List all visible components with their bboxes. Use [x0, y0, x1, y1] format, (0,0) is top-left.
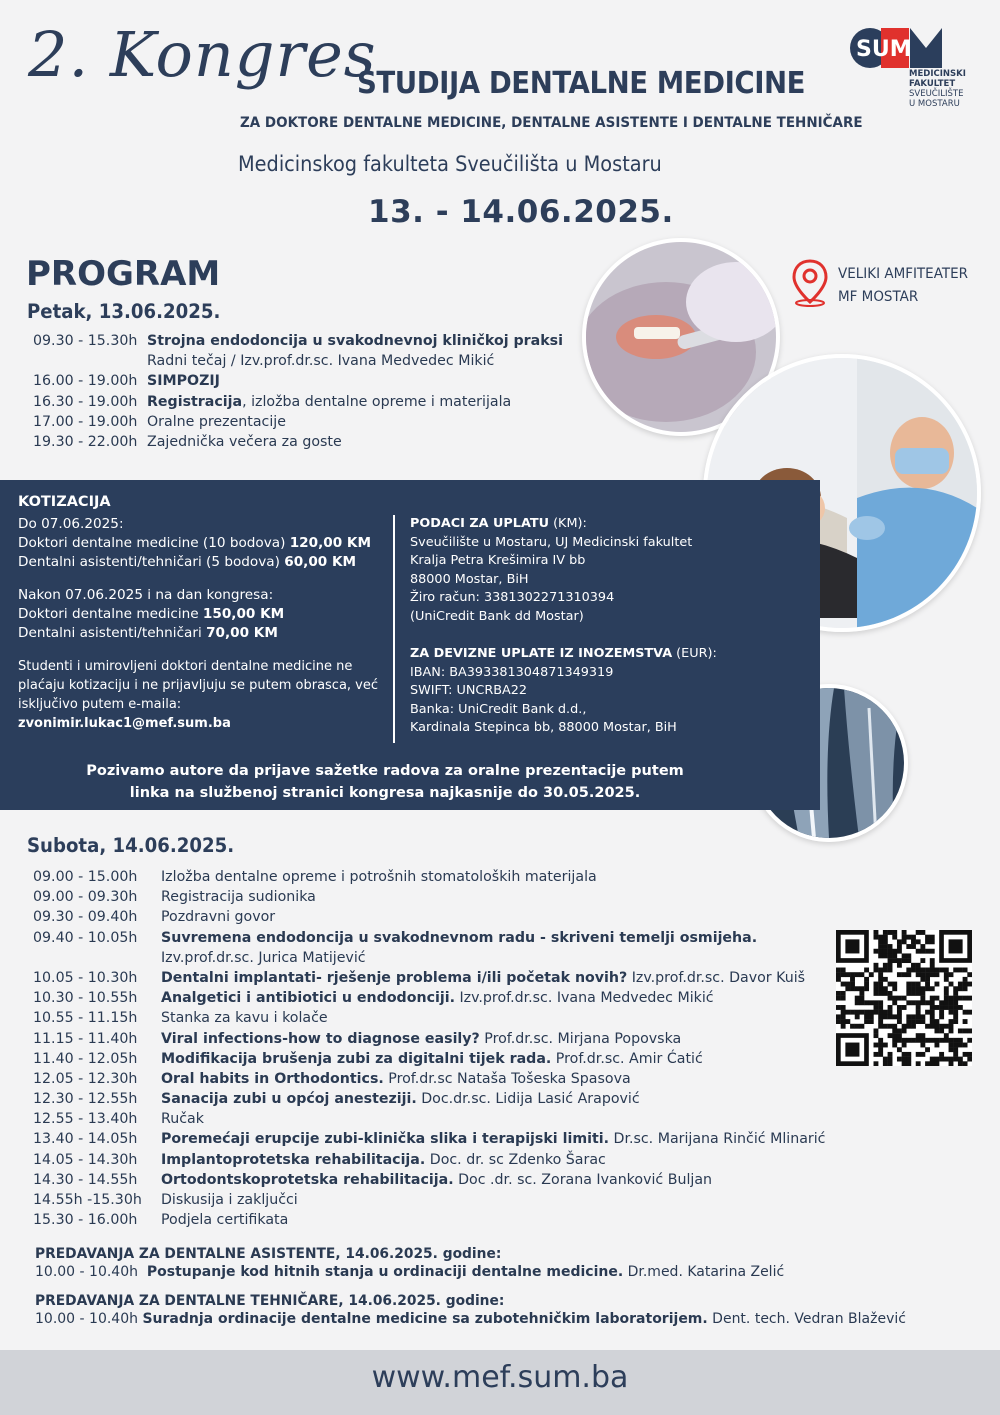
- saturday-row: [33, 1109, 825, 1129]
- schedule-title: Registracija: [147, 393, 243, 410]
- schedule-detail: Zajednička večera za goste: [147, 433, 342, 450]
- saturday-row: [33, 907, 825, 927]
- friday-row: [33, 432, 563, 452]
- schedule-detail: Radni tečaj / Izv.prof.dr.sc. Ivana Medvedec Mikić: [147, 353, 495, 370]
- saturday-row: [33, 1008, 825, 1028]
- saturday-heading: Subota, 14.06.2025.: [27, 834, 235, 857]
- saturday-row: [33, 1049, 825, 1069]
- schedule-title: Dentalni implantati- rješenje problema i/ili početak novih?: [161, 969, 628, 986]
- saturday-row: [33, 867, 825, 887]
- assistants-lecture: PREDAVANJA ZA DENTALNE ASISTENTE, 14.06.2025. godine: 10.00 - 10.40h Postupanje kod hitnih stanja u ordinaciji dentalne medicine. Dr.med. Katarina Zelić: [35, 1246, 785, 1280]
- friday-row: [33, 412, 563, 432]
- schedule-title: Poremećaji erupcije zubi-klinička slika i terapijski limiti.: [161, 1131, 610, 1148]
- saturday-row: [33, 1089, 825, 1109]
- friday-row: [33, 351, 563, 371]
- schedule-detail: Doc .dr. sc. Zorana Ivanković Buljan: [453, 1171, 713, 1188]
- saturday-schedule: [33, 867, 825, 1230]
- schedule-time: 14.55h -15.30h: [33, 1192, 142, 1208]
- schedule-time: 19.30 - 22.00h: [33, 433, 138, 450]
- schedule-title: SIMPOZIJ: [147, 373, 220, 390]
- saturday-row: [33, 1170, 825, 1190]
- saturday-row: [33, 1190, 825, 1210]
- abstract-call: Pozivamo autore da prijave sažetke radova za oralne prezentacije putem linka na službenoj stranici kongresa najkasnije do 30.05.2025.: [86, 763, 684, 801]
- saturday-row: [33, 1029, 825, 1049]
- schedule-title: Modifikacija brušenja zubi za digitalni tijek rada.: [161, 1050, 552, 1067]
- saturday-row: [33, 928, 825, 948]
- schedule-time: 12.05 - 12.30h: [33, 1070, 138, 1087]
- program-heading: PROGRAM: [26, 254, 221, 294]
- friday-row: [33, 371, 563, 391]
- kotizacija-heading: KOTIZACIJA: [18, 494, 111, 510]
- logo-letters: SUM: [856, 37, 912, 62]
- saturday-row: [33, 948, 825, 968]
- schedule-detail: Registracija sudionika: [161, 889, 316, 906]
- registration-fees: KOTIZACIJA Do 07.06.2025: Doktori dentalne medicine (10 bodova) 120,00 KM Dentalni asistenti/tehničari (5 bodova) 60,00 KM Nakon 07.06.2025 i na dan kongresa: Doktori dentalne medicine 150,00 KM Dentalni asistenti/tehničari 70,00 KM Studenti i umirovljeni doktori dentalne medicine ne plaćaju kotizaciju i ne prijavljuju se putem obrasca, već isključivo putem e-maila: zvonimir.lukac1@mef.sum.ba: [18, 494, 379, 731]
- schedule-time: 09.30 - 09.40h: [33, 909, 138, 926]
- schedule-detail: Podjela certifikata: [161, 1212, 289, 1229]
- schedule-time: 13.40 - 14.05h: [33, 1131, 138, 1148]
- schedule-time: 11.40 - 12.05h: [33, 1050, 138, 1067]
- schedule-time: 16.00 - 19.00h: [33, 373, 138, 390]
- schedule-title: Strojna endodoncija u svakodnevnoj kliničkoj praksi: [147, 333, 563, 349]
- saturday-row: [33, 1129, 825, 1149]
- schedule-detail: Prof.dr.sc. Mirjana Popovska: [479, 1030, 682, 1047]
- faculty-name: Medicinskog fakulteta Sveučilišta u Mostaru: [238, 152, 662, 176]
- schedule-detail: Izv.prof.dr.sc. Ivana Medvedec Mikić: [454, 990, 714, 1007]
- congress-title: STUDIJA DENTALNE MEDICINE: [357, 66, 806, 101]
- congress-subtitle: ZA DOKTORE DENTALNE MEDICINE, DENTALNE ASISTENTE I DENTALNE TEHNIČARE: [240, 115, 863, 131]
- schedule-time: 10.30 - 10.55h: [33, 990, 138, 1007]
- registration-email-link[interactable]: zvonimir.lukac1@mef.sum.ba: [18, 716, 231, 731]
- venue: VELIKI AMFITEATER MF MOSTAR: [838, 266, 969, 305]
- congress-dates: 13. - 14.06.2025.: [368, 194, 674, 230]
- schedule-time: [33, 351, 147, 371]
- technicians-lecture: PREDAVANJA ZA DENTALNE TEHNIČARE, 14.06.2025. godine: 10.00 - 10.40h Suradnja ordinacije dentalne medicine sa zubotehničkim laboratorijem. Dent. tech. Vedran Blažević: [35, 1293, 906, 1327]
- schedule-time: 11.15 - 11.40h: [33, 1030, 138, 1047]
- friday-schedule: [33, 331, 563, 452]
- schedule-time: 10.05 - 10.30h: [33, 969, 138, 986]
- schedule-detail: Pozdravni govor: [161, 909, 276, 926]
- schedule-detail: Prof.dr.sc Nataša Tošeska Spasova: [383, 1070, 631, 1087]
- schedule-time: [33, 948, 161, 968]
- schedule-time: 14.30 - 14.55h: [33, 1171, 138, 1188]
- schedule-detail: Doc.dr.sc. Lidija Lasić Arapović: [416, 1091, 640, 1108]
- schedule-time: 10.55 - 11.15h: [33, 1010, 138, 1027]
- schedule-detail: Diskusija i zaključci: [161, 1192, 298, 1208]
- saturday-row: [33, 1150, 825, 1170]
- panel-divider: [393, 515, 395, 743]
- qr-code[interactable]: [836, 930, 972, 1066]
- schedule-time: 12.55 - 13.40h: [33, 1111, 138, 1128]
- saturday-row: [33, 1210, 825, 1230]
- friday-row: [33, 331, 563, 351]
- schedule-title: Viral infections-how to diagnose easily?: [161, 1030, 480, 1047]
- congress-script-title: 2. Kongres: [28, 18, 377, 91]
- schedule-detail: Izložba dentalne opreme i potrošnih stomatoloških materijala: [161, 869, 597, 885]
- schedule-time: 14.05 - 14.30h: [33, 1151, 138, 1168]
- schedule-detail: Stanka za kavu i kolače: [161, 1010, 328, 1027]
- schedule-detail: Oralne prezentacije: [147, 413, 286, 430]
- logo-caption: MEDICINSKI FAKULTET SVEUČILIŠTE U MOSTARU: [909, 69, 966, 109]
- schedule-time: 17.00 - 19.00h: [33, 413, 138, 430]
- schedule-title: Suvremena endodoncija u svakodnevnom radu - skriveni temelji osmijeha.: [161, 929, 758, 946]
- schedule-detail: Ručak: [161, 1111, 204, 1128]
- schedule-title: Ortodontskoprotetska rehabilitacija.: [161, 1171, 454, 1188]
- saturday-row: [33, 968, 825, 988]
- schedule-title: Sanacija zubi u općoj anesteziji.: [161, 1091, 417, 1108]
- schedule-time: 12.30 - 12.55h: [33, 1091, 138, 1108]
- schedule-time: 15.30 - 16.00h: [33, 1212, 138, 1229]
- location-pin-icon: [790, 258, 830, 312]
- schedule-title: Implantoprotetska rehabilitacija.: [161, 1151, 426, 1168]
- saturday-row: [33, 887, 825, 907]
- payment-details: PODACI ZA UPLATU (KM): Sveučilište u Mostaru, UJ Medicinski fakultet Kralja Petra Krešimira IV bb 88000 Mostar, BiH Žiro račun: 3381302271310394 (UniCredit Bank dd Mostar) ZA DEVIZNE UPLATE IZ INOZEMSTVA (EUR): IBAN: BA393381304871349319 SWIFT: UNCRBA22 Banka: UniCredit Bank d.d., Kardinala Stepinca bb, 88000 Mostar, BiH: [410, 516, 717, 735]
- friday-heading: Petak, 13.06.2025.: [27, 300, 221, 323]
- schedule-detail: Dr.sc. Marijana Rinčić Mlinarić: [609, 1131, 826, 1148]
- schedule-detail: Izv.prof.dr.sc. Davor Kuiš: [627, 969, 806, 986]
- schedule-time: 09.00 - 09.30h: [33, 889, 138, 906]
- saturday-row: [33, 988, 825, 1008]
- schedule-time: 16.30 - 19.00h: [33, 393, 138, 410]
- schedule-title: Analgetici i antibiotici u endodonciji.: [161, 990, 455, 1007]
- schedule-detail: Doc. dr. sc Zdenko Šarac: [425, 1151, 606, 1168]
- schedule-time: 09.30 - 15.30h: [33, 333, 138, 349]
- schedule-detail: , izložba dentalne opreme i materijala: [242, 393, 512, 410]
- website-link[interactable]: www.mef.sum.ba: [371, 1360, 629, 1395]
- schedule-detail: Izv.prof.dr.sc. Jurica Matijević: [161, 949, 366, 966]
- sum-logo: [848, 26, 954, 74]
- friday-row: [33, 392, 563, 412]
- schedule-title: Oral habits in Orthodontics.: [161, 1070, 384, 1087]
- saturday-row: [33, 1069, 825, 1089]
- schedule-time: 09.40 - 10.05h: [33, 929, 138, 946]
- schedule-detail: Prof.dr.sc. Amir Ćatić: [551, 1050, 703, 1067]
- schedule-time: 09.00 - 15.00h: [33, 869, 138, 885]
